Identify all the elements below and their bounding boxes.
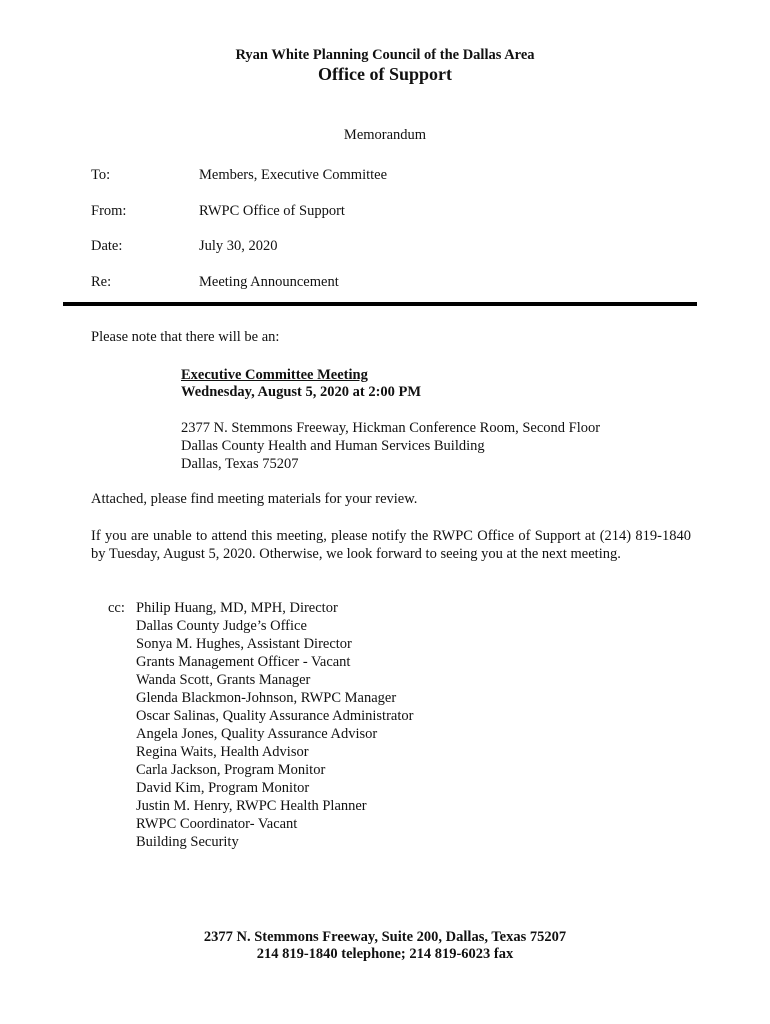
- attached-note: Attached, please find meeting materials for your review.: [91, 491, 418, 507]
- footer-address: 2377 N. Stemmons Freeway, Suite 200, Dallas, Texas 75207: [203, 929, 567, 945]
- cc-recipient: Justin M. Henry, RWPC Health Planner: [136, 798, 367, 814]
- cc-recipient: Dallas County Judge’s Office: [136, 618, 307, 634]
- to-label: To:: [91, 167, 111, 183]
- cc-recipient: Glenda Blackmon-Johnson, RWPC Manager: [136, 690, 397, 706]
- from-value: RWPC Office of Support: [199, 203, 345, 219]
- cc-label: cc:: [108, 600, 125, 616]
- cc-recipient: Sonya M. Hughes, Assistant Director: [136, 636, 352, 652]
- intro-text: Please note that there will be an:: [91, 329, 280, 345]
- cc-recipient: Oscar Salinas, Quality Assurance Administrator: [136, 708, 414, 724]
- notify-note: If you are unable to attend this meeting, please notify the RWPC Office of Support at (214) 819-1840 by Tuesday, August 5, 2020. Otherwise, we look forward to seeing you at the next meeting.: [91, 528, 691, 562]
- cc-recipient: Regina Waits, Health Advisor: [136, 744, 309, 760]
- meeting-datetime: Wednesday, August 5, 2020 at 2:00 PM: [181, 384, 422, 400]
- meeting-title: Executive Committee Meeting: [181, 367, 368, 383]
- re-label: Re:: [91, 274, 112, 290]
- to-value: Members, Executive Committee: [199, 167, 388, 183]
- address-line: 2377 N. Stemmons Freeway, Hickman Conference Room, Second Floor: [181, 420, 601, 436]
- office-title: Office of Support: [318, 64, 452, 84]
- cc-recipient: Wanda Scott, Grants Manager: [136, 672, 311, 688]
- date-label: Date:: [91, 238, 123, 254]
- re-value: Meeting Announcement: [199, 274, 339, 290]
- footer-contact: 214 819-1840 telephone; 214 819-6023 fax: [256, 946, 514, 962]
- from-label: From:: [91, 203, 127, 219]
- address-line: Dallas, Texas 75207: [181, 456, 299, 472]
- cc-recipient: RWPC Coordinator- Vacant: [136, 816, 298, 832]
- cc-recipient: Building Security: [136, 834, 239, 850]
- cc-recipient: Grants Management Officer - Vacant: [136, 654, 351, 670]
- document-type: Memorandum: [343, 127, 427, 143]
- cc-recipient: Carla Jackson, Program Monitor: [136, 762, 326, 778]
- date-value: July 30, 2020: [199, 238, 278, 254]
- cc-recipient: Philip Huang, MD, MPH, Director: [136, 600, 338, 616]
- organization-name: Ryan White Planning Council of the Dallas Area: [235, 47, 535, 63]
- header-divider: [63, 302, 697, 306]
- cc-recipient: David Kim, Program Monitor: [136, 780, 310, 796]
- address-line: Dallas County Health and Human Services Building: [181, 438, 485, 454]
- cc-recipient: Angela Jones, Quality Assurance Advisor: [136, 726, 378, 742]
